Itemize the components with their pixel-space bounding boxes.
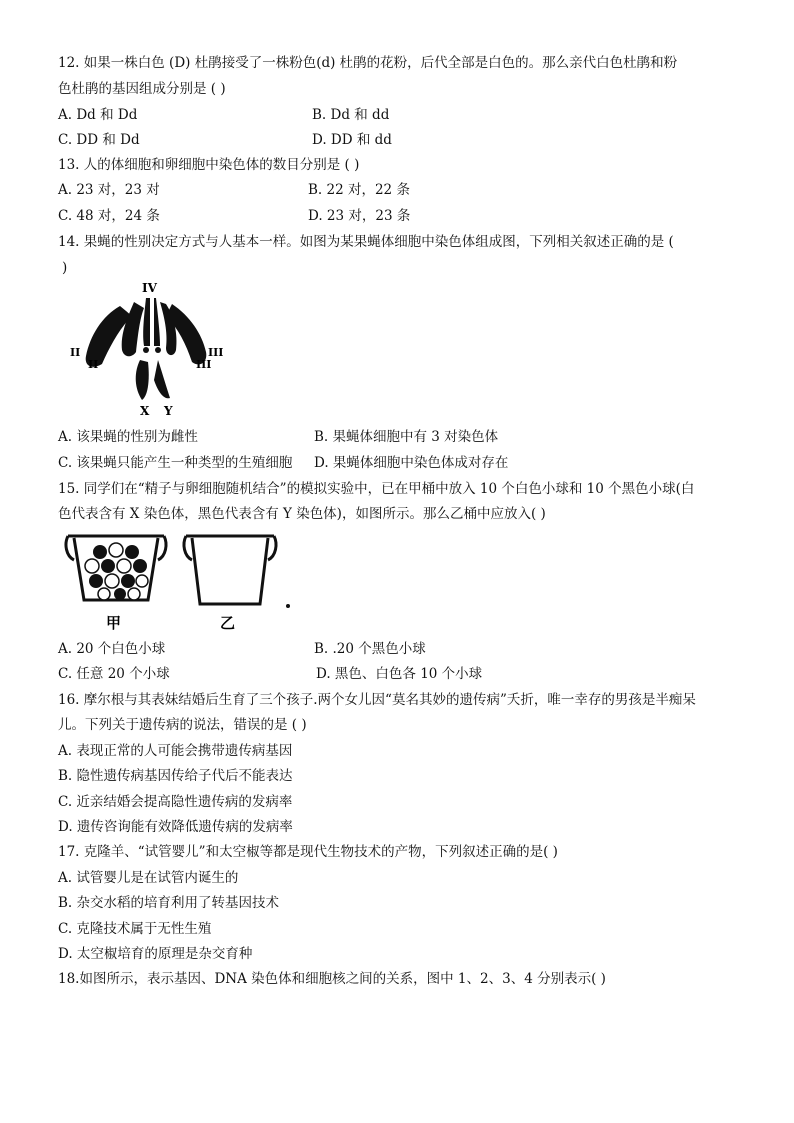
q17-option-d: D. 太空椒培育的原理是杂交育种: [58, 946, 253, 962]
q15-option-d: D. 黑色、白色各 10 个小球: [316, 666, 483, 682]
chromosome-center-left: [143, 298, 150, 346]
q12-option-d: D. DD 和 dd: [312, 132, 392, 148]
buckets-figure: [64, 524, 296, 632]
q12-option-a: A. Dd 和 Dd: [58, 107, 138, 123]
label-yi: 乙: [220, 614, 236, 632]
q12-option-c: C. DD 和 Dd: [58, 132, 140, 148]
label-x: X: [140, 404, 150, 418]
chromosome-center-right: [154, 298, 160, 346]
q14-option-b: B. 果蝇体细胞中有 3 对染色体: [314, 429, 499, 445]
q16-option-d: D. 遗传咨询能有效降低遗传病的发病率: [58, 819, 293, 835]
q17-stem: 17. 克隆羊、“试管婴儿”和太空椒等都是现代生物技术的产物，下列叙述正确的是( ): [58, 844, 558, 860]
label-ii-top: II: [70, 346, 81, 359]
label-iv: IV: [142, 281, 157, 295]
q14-option-d: D. 果蝇体细胞中染色体成对存在: [314, 455, 509, 471]
chromosome-dot-iv-right: [155, 347, 161, 353]
q13-option-a: A. 23 对，23 对: [58, 182, 160, 198]
q15-option-a: A. 20 个白色小球: [58, 641, 166, 657]
q15-option-c: C. 任意 20 个小球: [58, 666, 170, 682]
q17-option-b: B. 杂交水稻的培育利用了转基因技术: [58, 895, 280, 911]
q16-stem-line1: 16. 摩尔根与其表妹结婚后生育了三个孩子.两个女儿因“莫名其妙的遗传病”夭折，唯一幸存的男孩是半痴呆: [58, 692, 696, 708]
q16-option-b: B. 隐性遗传病基因传给子代后不能表达: [58, 768, 293, 784]
label-y: Y: [164, 404, 173, 418]
q13-option-c: C. 48 对，24 条: [58, 208, 160, 224]
q13-stem: 13. 人的体细胞和卵细胞中染色体的数目分别是 ( ): [58, 157, 360, 173]
stray-mark: [286, 604, 290, 608]
q16-option-c: C. 近亲结婚会提高隐性遗传病的发病率: [58, 794, 293, 810]
q15-stem-line2: 色代表含有 X 染色体，黑色代表含有 Y 染色体)，如图所示。那么乙桶中应放入( ): [58, 506, 546, 522]
balls-in-jia: [85, 543, 148, 600]
q15-option-b: B. .20 个黑色小球: [314, 641, 426, 657]
q12-option-b: B. Dd 和 dd: [312, 107, 390, 123]
q13-option-b: B. 22 对，22 条: [308, 182, 410, 198]
chromosome-left-inner: [122, 302, 144, 356]
q14-option-c: C. 该果蝇只能产生一种类型的生殖细胞: [58, 455, 293, 471]
q17-option-c: C. 克隆技术属于无性生殖: [58, 921, 212, 937]
q14-stem-line2: ): [62, 260, 68, 276]
q12-stem-line1: 12. 如果一株白色 (D) 杜鹃接受了一株粉色(d) 杜鹃的花粉，后代全部是白色的。那么亲代白色杜鹃和粉: [58, 55, 678, 71]
label-ii-bottom: II: [88, 358, 99, 371]
q16-option-a: A. 表现正常的人可能会携带遗传病基因: [58, 743, 293, 759]
q18-stem: 18.如图所示，表示基因、DNA 染色体和细胞核之间的关系，图中 1、2、3、4 分别表示( ): [58, 971, 606, 987]
label-jia: 甲: [106, 614, 122, 632]
q15-stem-line1: 15. 同学们在“精子与卵细胞随机结合”的模拟实验中，已在甲桶中放入 10 个白色小球和 10 个黑色小球(白: [58, 481, 695, 497]
q16-stem-line2: 儿。下列关于遗传病的说法，错误的是 ( ): [58, 717, 307, 733]
chromosome-dot-iv-left: [143, 347, 149, 353]
label-iii-bottom: III: [196, 358, 212, 371]
bucket-yi: [184, 536, 276, 632]
q12-stem-line2: 色杜鹃的基因组成分别是 ( ): [58, 81, 226, 97]
chromosome-y: [154, 360, 170, 398]
q17-option-a: A. 试管婴儿是在试管内诞生的: [58, 870, 239, 886]
chromosome-x: [136, 360, 149, 400]
q14-option-a: A. 该果蝇的性别为雌性: [58, 429, 198, 445]
q14-stem-line1: 14. 果蝇的性别决定方式与人基本一样。如图为某果蝇体细胞中染色体组成图，下列相关叙述正确的是 (: [58, 234, 674, 250]
q13-option-d: D. 23 对，23 条: [308, 208, 411, 224]
fruit-fly-chromosome-figure: [62, 276, 242, 418]
label-iii-top: III: [208, 346, 224, 359]
bucket-jia: [66, 536, 166, 632]
